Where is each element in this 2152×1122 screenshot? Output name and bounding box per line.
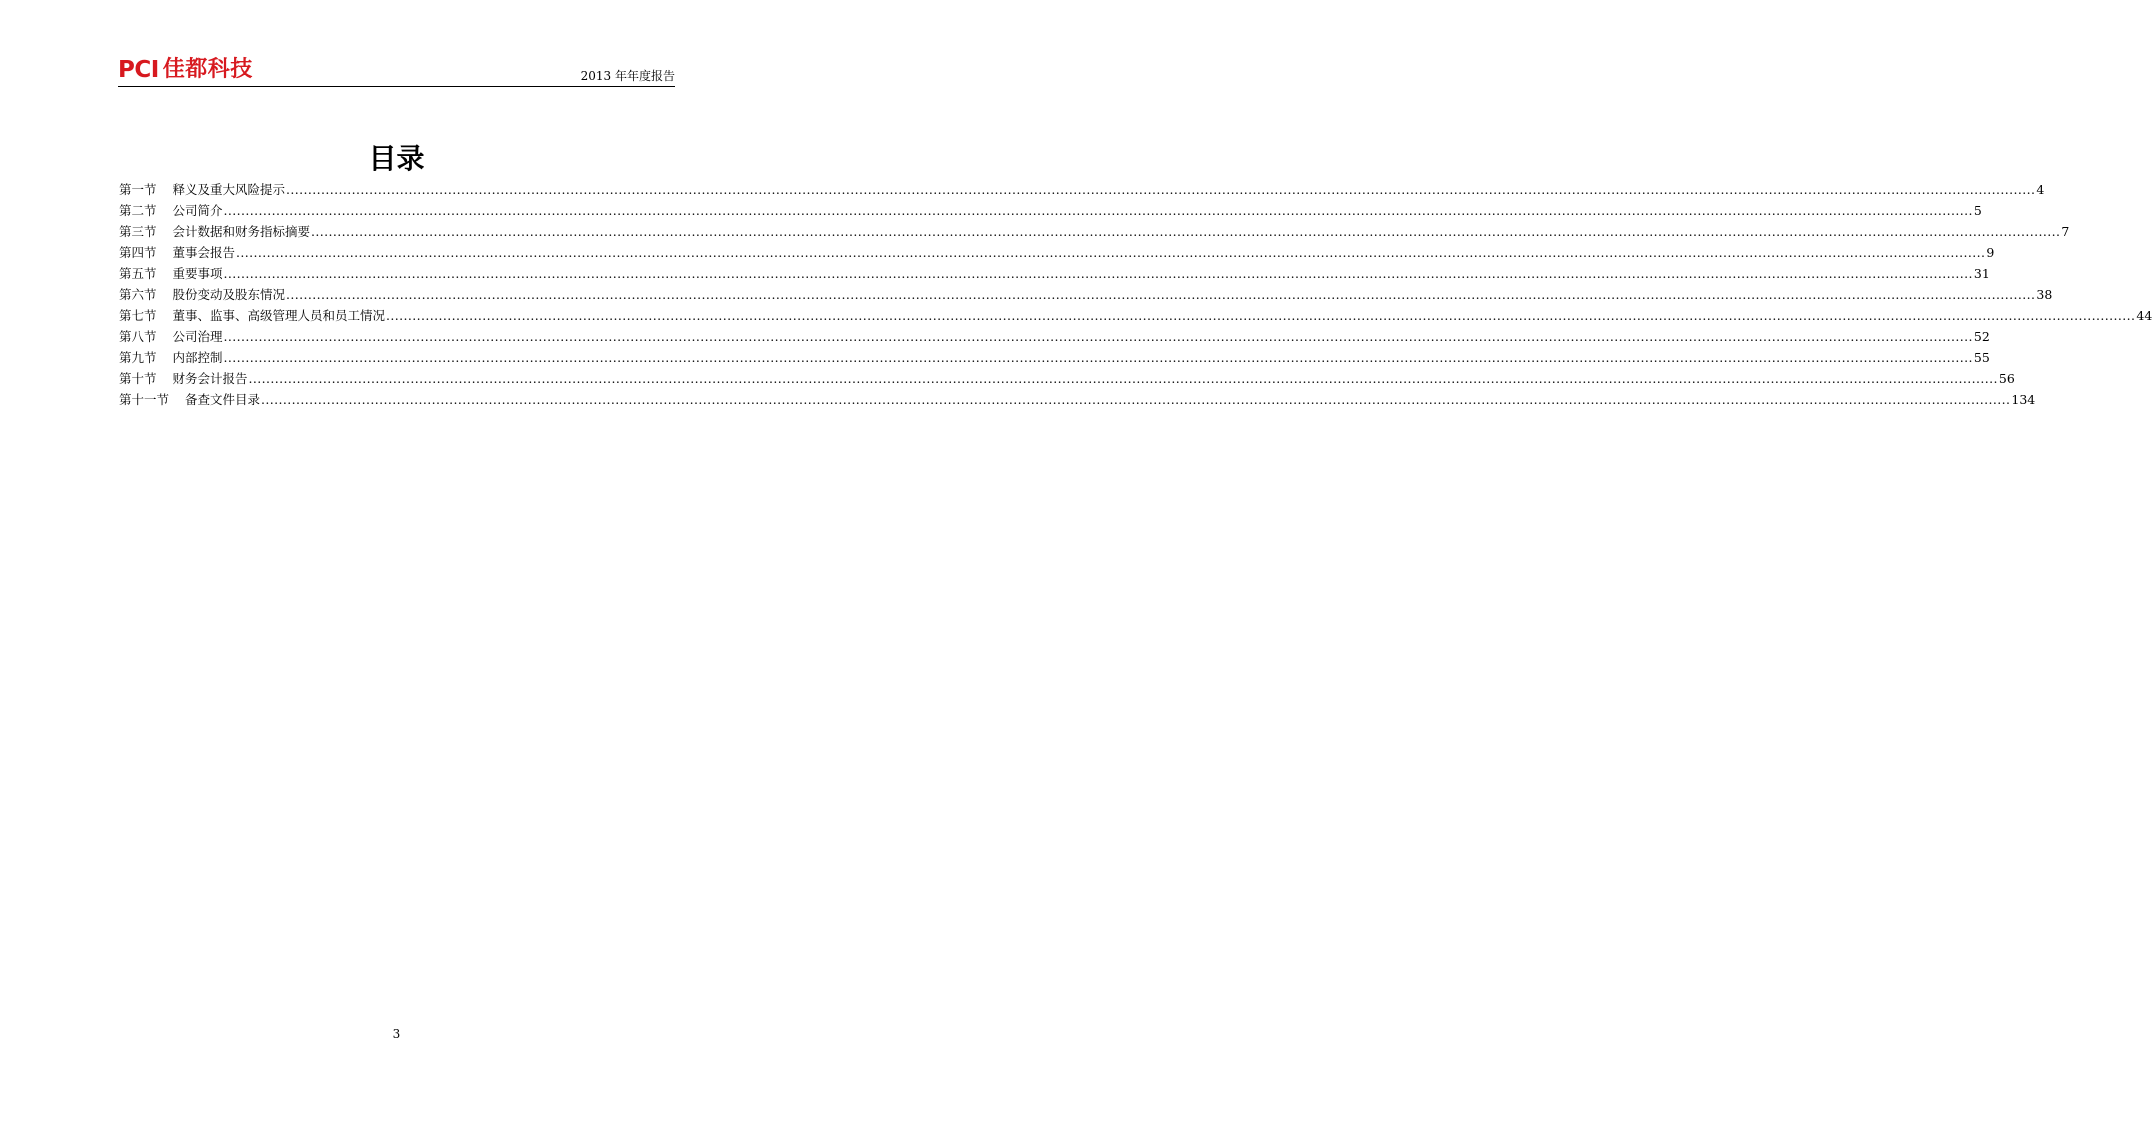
toc-section-title: 重要事项: [172, 266, 223, 281]
toc-section-title: 会计数据和财务指标摘要: [172, 224, 311, 239]
toc-section-number: 第七节: [119, 308, 157, 323]
toc-page-number: 134: [2011, 392, 2036, 407]
toc-entry[interactable]: [119, 242, 1995, 263]
toc-dot-leader: ................................................................................................................................................................................................................................................................................................................................................................................................................: [248, 371, 1998, 386]
toc-dot-leader: ................................................................................................................................................................................................................................................................................................................................................................................................................: [311, 224, 2061, 239]
toc-dot-leader: ................................................................................................................................................................................................................................................................................................................................................................................................................: [223, 350, 1973, 365]
toc-section-title: 备查文件目录: [185, 392, 261, 407]
page-header: [118, 52, 675, 87]
toc-dot-leader: ................................................................................................................................................................................................................................................................................................................................................................................................................: [286, 287, 2036, 302]
toc-dot-leader: ................................................................................................................................................................................................................................................................................................................................................................................................................: [286, 182, 2036, 197]
toc-entry[interactable]: [119, 221, 2070, 242]
toc-page-number: 4: [2036, 182, 2045, 197]
toc-entry[interactable]: [119, 284, 2053, 305]
toc-dot-leader: ................................................................................................................................................................................................................................................................................................................................................................................................................: [236, 245, 1986, 260]
company-logo: [118, 56, 253, 84]
toc-page-number: 38: [2036, 287, 2053, 302]
table-of-contents: [119, 179, 2152, 410]
toc-section-title: 股份变动及股东情况: [172, 287, 286, 302]
toc-entry[interactable]: [119, 389, 2036, 410]
toc-dot-leader: ................................................................................................................................................................................................................................................................................................................................................................................................................: [223, 266, 1973, 281]
toc-section-title: 内部控制: [172, 350, 223, 365]
toc-page-number: 52: [1973, 329, 1990, 344]
logo-mark: PCI: [118, 57, 159, 83]
toc-dot-leader: ................................................................................................................................................................................................................................................................................................................................................................................................................: [386, 308, 2136, 323]
toc-entry[interactable]: [119, 326, 1990, 347]
toc-section-title: 公司简介: [172, 203, 223, 218]
toc-section-number: 第九节: [119, 350, 157, 365]
toc-section-title: 董事会报告: [172, 245, 236, 260]
toc-section-title: 财务会计报告: [172, 371, 248, 386]
toc-section-title: 董事、监事、高级管理人员和员工情况: [172, 308, 386, 323]
toc-entry[interactable]: [119, 179, 2045, 200]
toc-page-number: 44: [2136, 308, 2152, 323]
toc-page-number: 31: [1973, 266, 1990, 281]
toc-section-number: 第十一节: [119, 392, 170, 407]
toc-dot-leader: ................................................................................................................................................................................................................................................................................................................................................................................................................: [223, 203, 1973, 218]
toc-entry[interactable]: [119, 263, 1990, 284]
toc-section-number: 第二节: [119, 203, 157, 218]
logo-company-name: 佳都科技: [162, 57, 253, 82]
toc-section-title: 公司治理: [172, 329, 223, 344]
toc-section-title: 释义及重大风险提示: [172, 182, 286, 197]
toc-page-number: 55: [1973, 350, 1990, 365]
toc-section-number: 第三节: [119, 224, 157, 239]
toc-page-number: 56: [1998, 371, 2015, 386]
toc-section-number: 第四节: [119, 245, 157, 260]
toc-dot-leader: ................................................................................................................................................................................................................................................................................................................................................................................................................: [261, 392, 2011, 407]
page-title: 目录: [368, 142, 425, 175]
toc-section-number: 第六节: [119, 287, 157, 302]
toc-entry[interactable]: [119, 305, 2152, 326]
page-number: 3: [392, 1027, 401, 1041]
toc-page-number: 5: [1973, 203, 1982, 218]
report-type-label: 2013 年年度报告: [580, 69, 675, 83]
toc-section-number: 第八节: [119, 329, 157, 344]
toc-entry[interactable]: [119, 200, 1982, 221]
toc-dot-leader: ................................................................................................................................................................................................................................................................................................................................................................................................................: [223, 329, 1973, 344]
toc-page-number: 7: [2061, 224, 2070, 239]
toc-section-number: 第一节: [119, 182, 157, 197]
toc-entry[interactable]: [119, 368, 2015, 389]
toc-section-number: 第十节: [119, 371, 157, 386]
toc-entry[interactable]: [119, 347, 1990, 368]
toc-section-number: 第五节: [119, 266, 157, 281]
toc-page-number: 9: [1986, 245, 1995, 260]
